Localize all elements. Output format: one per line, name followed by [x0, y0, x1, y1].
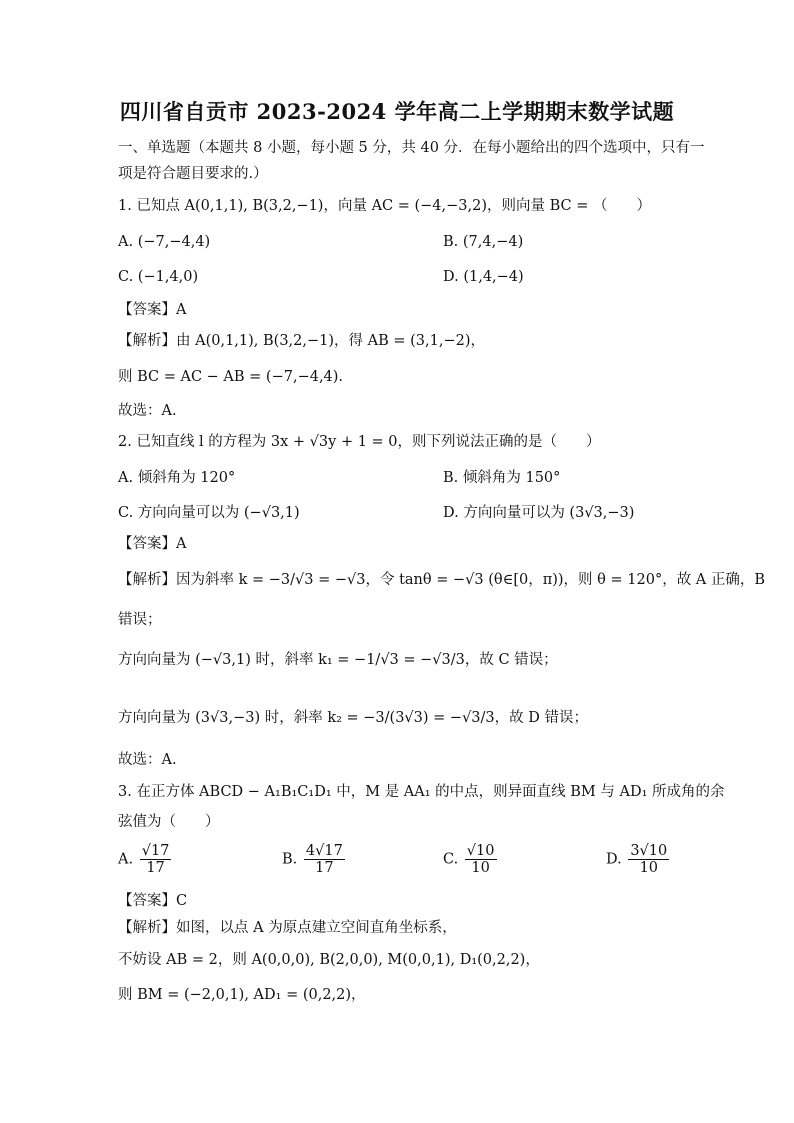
q3-option-a	[118, 843, 173, 876]
q3-option-c-label: C.	[443, 851, 459, 868]
q1-conclusion: 故选：A.	[118, 403, 177, 419]
q2-option-d: D. 方向向量可以为 (3√3,−3)	[443, 505, 635, 521]
q2-option-c: C. 方向向量可以为 (−√3,1)	[118, 505, 300, 521]
q3-option-c	[443, 843, 499, 876]
q3-option-c-denominator: 10	[471, 860, 490, 876]
q1-analysis-line2: 则 BC = AC − AB = (−7,−4,4).	[118, 369, 344, 385]
q1-option-d: D. (1,4,−4)	[443, 269, 524, 285]
q3-analysis-line3: 则 BM = (−2,0,1), AD₁ = (0,2,2)，	[118, 987, 366, 1003]
q1-option-c: C. (−1,4,0)	[118, 269, 199, 285]
q3-stem-line1: 3. 在正方体 ABCD − A₁B₁C₁D₁ 中，M 是 AA₁ 的中点，则异面直线 BM 与 AD₁ 所成角的余	[118, 784, 725, 800]
q2-analysis-line2: 方向向量为 (−√3,1) 时，斜率 k₁ = −1/√3 = −√3/3，故 C 错误；	[118, 652, 558, 668]
q3-option-d-label: D.	[606, 851, 622, 868]
q3-answer: 【答案】C	[118, 893, 188, 909]
q3-option-a-denominator: 17	[146, 860, 165, 876]
q3-analysis-line1: 【解析】如图，以点 A 为原点建立空间直角坐标系，	[118, 920, 457, 936]
q1-stem: 1. 已知点 A(0,1,1), B(3,2,−1)，向量 AC = (−4,−3,2)，则向量 BC = （ ）	[118, 198, 652, 214]
section-heading-line2: 项是符合题目要求的.）	[118, 166, 268, 182]
q3-option-c-numerator: √10	[466, 843, 495, 859]
q3-stem-line2: 弦值为（ ）	[118, 814, 220, 830]
q2-option-b: B. 倾斜角为 150°	[443, 470, 561, 486]
q2-answer: 【答案】A	[118, 536, 187, 552]
q3-analysis-line2: 不妨设 AB = 2，则 A(0,0,0), B(2,0,0), M(0,0,1), D₁(0,2,2)，	[118, 952, 540, 968]
q2-analysis-line3: 方向向量为 (3√3,−3) 时，斜率 k₂ = −3/(3√3) = −√3/3，故 D 错误；	[118, 710, 588, 726]
q3-option-d-numerator: 3√10	[630, 843, 668, 859]
q3-option-d-denominator: 10	[639, 860, 659, 876]
q3-option-b-fraction	[304, 843, 345, 876]
section-heading-line1: 一、单选题（本题共 8 小题，每小题 5 分，共 40 分．在每小题给出的四个选项中，只有一	[118, 140, 705, 156]
q3-option-a-label: A.	[118, 851, 134, 868]
q1-analysis-line1: 【解析】由 A(0,1,1), B(3,2,−1)，得 AB = (3,1,−2)，	[118, 333, 485, 349]
q3-option-b	[282, 843, 347, 876]
q3-option-a-numerator: √17	[141, 843, 170, 859]
q3-option-c-fraction	[465, 843, 497, 876]
q2-stem: 2. 已知直线 l 的方程为 3x + √3y + 1 = 0，则下列说法正确的是（ ）	[118, 434, 601, 450]
q3-option-b-label: B.	[282, 851, 298, 868]
q2-analysis-line1b: 错误；	[118, 612, 162, 628]
document-title: 四川省自贡市 2023-2024 学年高二上学期期末数学试题	[119, 99, 675, 124]
q2-analysis-line1: 【解析】因为斜率 k = −3/√3 = −√3，令 tanθ = −√3 (θ∈[0，π))，则 θ = 120°，故 A 正确，B	[118, 572, 766, 588]
q2-conclusion: 故选：A.	[118, 752, 177, 768]
q3-option-a-fraction	[140, 843, 172, 876]
q3-option-d	[606, 843, 671, 876]
q1-answer: 【答案】A	[118, 302, 187, 318]
q2-option-a: A. 倾斜角为 120°	[118, 470, 236, 486]
q3-option-b-numerator: 4√17	[305, 843, 343, 859]
q1-option-a: A. (−7,−4,4)	[118, 234, 211, 250]
q1-option-b: B. (7,4,−4)	[443, 234, 524, 250]
q3-option-b-denominator: 17	[315, 860, 334, 876]
q3-option-d-fraction	[628, 843, 669, 876]
